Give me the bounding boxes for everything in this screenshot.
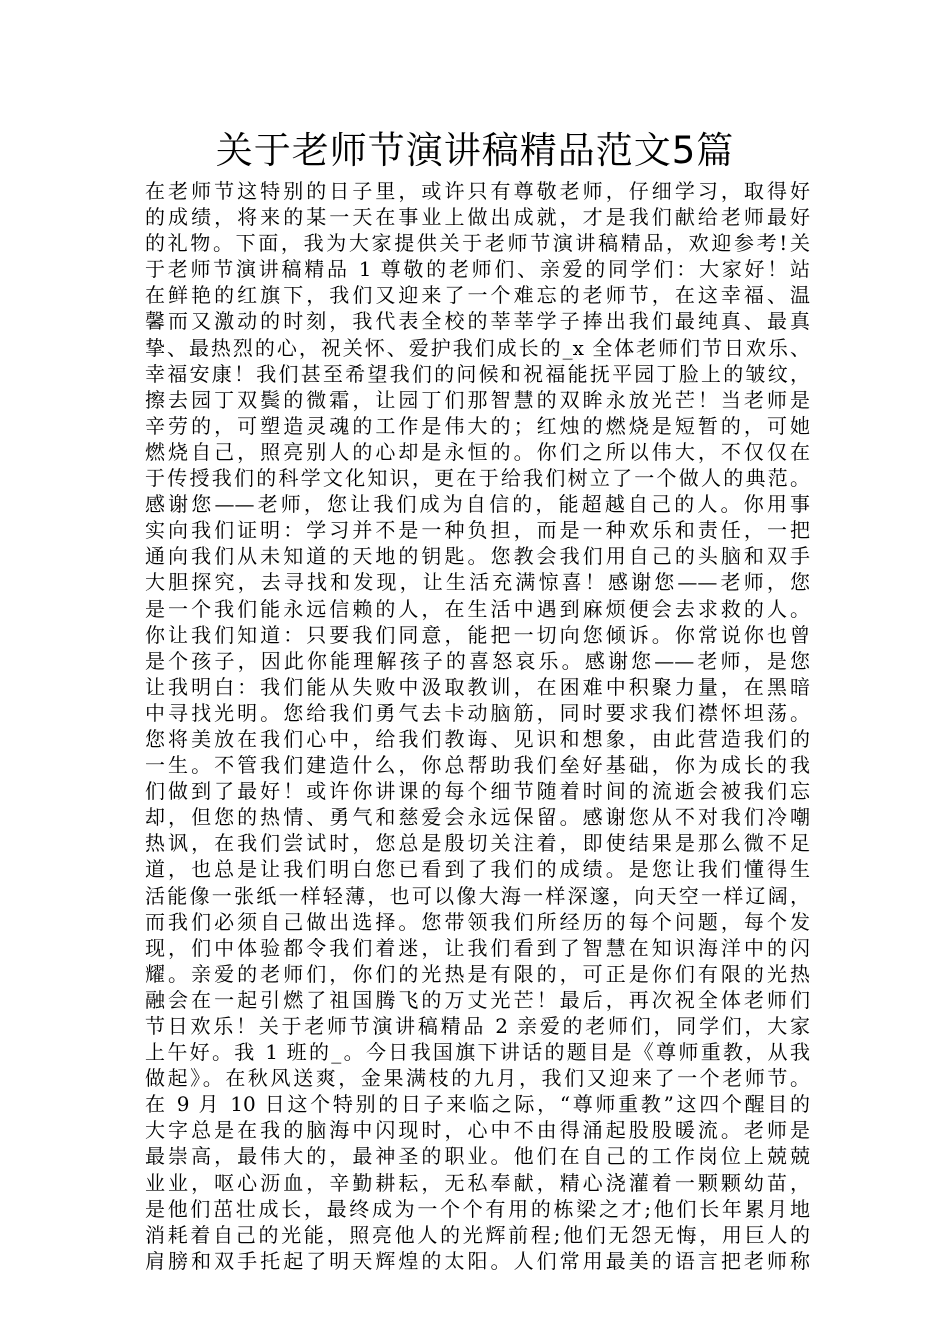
body-text-line: 馨而又激动的时刻，我代表全校的莘莘学子捧出我们最纯真、最真 <box>145 309 810 334</box>
body-text-line: 融会在一起引燃了祖国腾飞的万丈光芒！最后，再次祝全体老师们 <box>145 987 810 1012</box>
body-text-line: 燃烧自己，照亮别人的心却是永恒的。你们之所以伟大，不仅仅在 <box>145 439 810 464</box>
body-text-line: 大字总是在我的脑海中闪现时，心中不由得涌起股股暖流。老师是 <box>145 1118 810 1143</box>
body-text-line: 们做到了最好！或许你讲课的每个细节随着时间的流逝会被我们忘 <box>145 779 810 804</box>
body-text-line: 现，们中体验都令我们着迷，让我们看到了智慧在知识海洋中的闪 <box>145 935 810 960</box>
body-text-line: 通向我们从未知道的天地的钥匙。您教会我们用自己的头脑和双手 <box>145 544 810 569</box>
body-text-line: 于老师节演讲稿精品 1 尊敬的老师们、亲爱的同学们：大家好！站 <box>145 257 810 282</box>
body-text-line: 在鲜艳的红旗下，我们又迎来了一个难忘的老师节，在这幸福、温 <box>145 283 810 308</box>
body-text-line: 于传授我们的科学文化知识，更在于给我们树立了一个做人的典范。 <box>145 466 810 491</box>
body-text-line: 实向我们证明：学习并不是一种负担，而是一种欢乐和责任，一把 <box>145 518 810 543</box>
body-text-line: 做起》。在秋风送爽，金果满枝的九月，我们又迎来了一个老师节。 <box>145 1066 810 1091</box>
body-text-line: 感谢您——老师，您让我们成为自信的，能超越自己的人。你用事 <box>145 492 810 517</box>
body-text-line: 是他们茁壮成长，最终成为一个个有用的栋梁之才;他们长年累月地 <box>145 1196 810 1221</box>
body-text-line: 一生。不管我们建造什么，你总帮助我们垒好基础，你为成长的我 <box>145 753 810 778</box>
body-text-line: 擦去园丁双鬓的微霜，让园丁们那智慧的双眸永放光芒！当老师是 <box>145 387 810 412</box>
body-text-line: 道，也总是让我们明白您已看到了我们的成绩。是您让我们懂得生 <box>145 857 810 882</box>
body-text-line: 活能像一张纸一样轻薄，也可以像大海一样深邃，向天空一样辽阔， <box>145 883 810 908</box>
body-text-line: 的礼物。下面，我为大家提供关于老师节演讲稿精品，欢迎参考!关 <box>145 231 810 256</box>
body-text-line: 的成绩，将来的某一天在事业上做出成就，才是我们献给老师最好 <box>145 205 810 230</box>
body-text-line: 你让我们知道：只要我们同意，能把一切向您倾诉。你常说你也曾 <box>145 622 810 647</box>
body-text-line: 肩膀和双手托起了明天辉煌的太阳。人们常用最美的语言把老师称 <box>145 1248 810 1273</box>
body-text-line: 耀。亲爱的老师们，你们的光热是有限的，可正是你们有限的光热 <box>145 961 810 986</box>
body-text-line: 辛劳的，可塑造灵魂的工作是伟大的；红烛的燃烧是短暂的，可她 <box>145 413 810 438</box>
body-text-line: 大胆探究，去寻找和发现，让生活充满惊喜！感谢您——老师，您 <box>145 570 810 595</box>
body-text-line: 上午好。我 1 班的_。今日我国旗下讲话的题目是《尊师重教，从我 <box>145 1040 810 1065</box>
body-text-line: 而我们必须自己做出选择。您带领我们所经历的每个问题，每个发 <box>145 909 810 934</box>
body-text-line: 让我明白：我们能从失败中汲取教训，在困难中积聚力量，在黑暗 <box>145 674 810 699</box>
body-text-line: 热讽，在我们尝试时，您总是殷切关注着，即使结果是那么微不足 <box>145 831 810 856</box>
body-text-line: 最崇高，最伟大的，最神圣的职业。他们在自己的工作岗位上兢兢 <box>145 1144 810 1169</box>
body-text-line: 幸福安康！我们甚至希望我们的问候和祝福能抚平园丁脸上的皱纹， <box>145 361 810 386</box>
body-text-line: 是个孩子，因此你能理解孩子的喜怒哀乐。感谢您——老师，是您 <box>145 648 810 673</box>
body-text-line: 是一个我们能永远信赖的人，在生活中遇到麻烦便会去求救的人。 <box>145 596 810 621</box>
body-text-line: 却，但您的热情、勇气和慈爱会永远保留。感谢您从不对我们冷嘲 <box>145 805 810 830</box>
body-text-line: 在 9 月 10 日这个特别的日子来临之际，“尊师重教”这四个醒目的 <box>145 1092 810 1117</box>
body-text-line: 中寻找光明。您给我们勇气去卡动脑筋，同时要求我们襟怀坦荡。 <box>145 700 810 725</box>
body-text-line: 节日欢乐！关于老师节演讲稿精品 2 亲爱的老师们，同学们，大家 <box>145 1014 810 1038</box>
document-body <box>145 178 810 1274</box>
body-text-line: 挚、最热烈的心，祝关怀、爱护我们成长的_x 全体老师们节日欢乐、 <box>145 335 810 360</box>
body-text-line: 消耗着自己的光能，照亮他人的光辉前程;他们无怨无悔，用巨人的 <box>145 1222 810 1247</box>
body-text-line: 在老师节这特别的日子里，或许只有尊敬老师，仔细学习，取得好 <box>145 179 810 203</box>
body-text-line: 业业，呕心沥血，辛勤耕耘，无私奉献，精心浇灌着一颗颗幼苗， <box>145 1170 810 1195</box>
body-text-line: 您将美放在我们心中，给我们教诲、见识和想象，由此营造我们的 <box>145 726 810 751</box>
document-title: 关于老师节演讲稿精品范文5篇 <box>215 129 735 172</box>
